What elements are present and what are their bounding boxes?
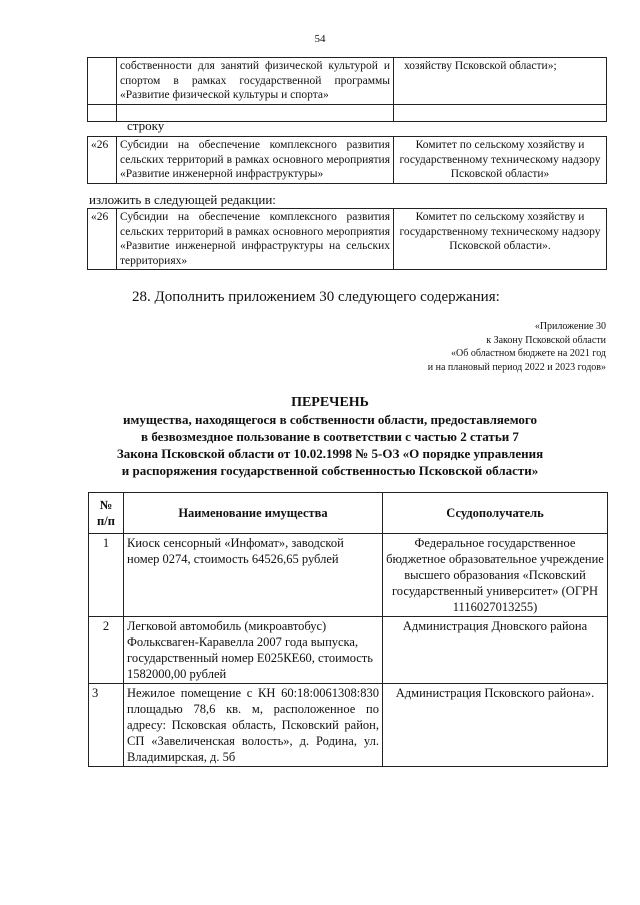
table-row (88, 137, 607, 184)
row-name: Нежилое помещение с КН 60:18:0061308:830 площадью 78,6 кв. м, расположенное по адресу: Псковская область, Псковский район, СП «Завеличенская волость», д. Родина, ул. Владимирская, д. 5б (124, 684, 383, 767)
heading-line: в безвозмездное пользование в соответствии с частью 2 статьи 7 (141, 429, 519, 444)
recipient-cell: хозяйству Псковской области»; (394, 58, 607, 105)
old-row-table (87, 136, 607, 184)
heading-line: имущества, находящегося в собственности области, предоставляемого (123, 412, 537, 427)
izlozhit-label: изложить в следующей редакции: (89, 192, 276, 207)
row-recipient: Администрация Псковского района». (383, 684, 608, 767)
heading-line: Закона Псковской области от 10.02.1998 № 5-ОЗ «О порядке управления (116, 446, 544, 461)
heading-title: ПЕРЕЧЕНЬ (291, 395, 369, 410)
heading-line: и распоряжения государственной собственностью Псковской области» (121, 463, 539, 478)
table-row (88, 58, 607, 105)
row-number: 3 (89, 684, 124, 767)
recipient-cell: Комитет по сельскому хозяйству и государственному техническому надзору Псковской области» (394, 137, 607, 184)
header-name: Наименование имущества (124, 493, 383, 534)
new-row-table (87, 208, 607, 270)
property-table (88, 492, 608, 767)
row-recipient: Администрация Дновского района (383, 617, 608, 684)
recipient-cell: Комитет по сельскому хозяйству и государственному техническому надзору Псковской области». (394, 209, 607, 270)
row-name: Киоск сенсорный «Инфомат», заводской номер 0274, стоимость 64526,65 рублей (124, 534, 383, 617)
table-row (88, 209, 607, 270)
header-number: № п/п (89, 493, 124, 534)
appendix-line: «Приложение 30 (534, 321, 606, 332)
table-row (89, 617, 608, 684)
table-row (89, 684, 608, 767)
continuation-table (87, 57, 607, 122)
row-name: Легковой автомобиль (микроавтобус) Фольксваген-Каравелла 2007 года выпуска, государственный номер Е025КЕ60, стоимость 1582000,00 рублей (124, 617, 383, 684)
page-number: 54 (314, 33, 326, 45)
description-cell: собственности для занятий физической культурой и спортом в рамках государственной программы «Развитие физической культуры и спорта» (117, 58, 394, 105)
description-cell: Субсидии на обеспечение комплексного развития сельских территорий в рамках основного мероприятия «Развитие инженерной инфраструктуры» (117, 137, 394, 184)
list-heading (60, 394, 600, 479)
row-recipient: Федеральное государственное бюджетное образовательное учреждение высшего образования «Псковский государственный университет» (ОГРН 1116027013255) (383, 534, 608, 617)
table-header-row (89, 493, 608, 534)
appendix-line: «Об областном бюджете на 2021 год (451, 348, 606, 359)
appendix-line: и на плановый период 2022 и 2023 годов» (427, 361, 606, 373)
number-cell: «26 (88, 209, 117, 270)
header-recipient: Ссудополучатель (383, 493, 608, 534)
appendix-header (306, 320, 606, 374)
stroku-label: строку (127, 118, 165, 133)
description-cell: Субсидии на обеспечение комплексного развития сельских территорий в рамках основного мероприятия «Развитие инженерной инфраструктуры на сельских территориях» (117, 209, 394, 270)
table-row (89, 534, 608, 617)
row-number: 1 (89, 534, 124, 617)
number-cell: «26 (88, 137, 117, 184)
row-number: 2 (89, 617, 124, 684)
number-cell (88, 58, 117, 105)
appendix-line: к Закону Псковской области (486, 334, 606, 346)
item-28-text: 28. Дополнить приложением 30 следующего содержания: (132, 289, 500, 305)
